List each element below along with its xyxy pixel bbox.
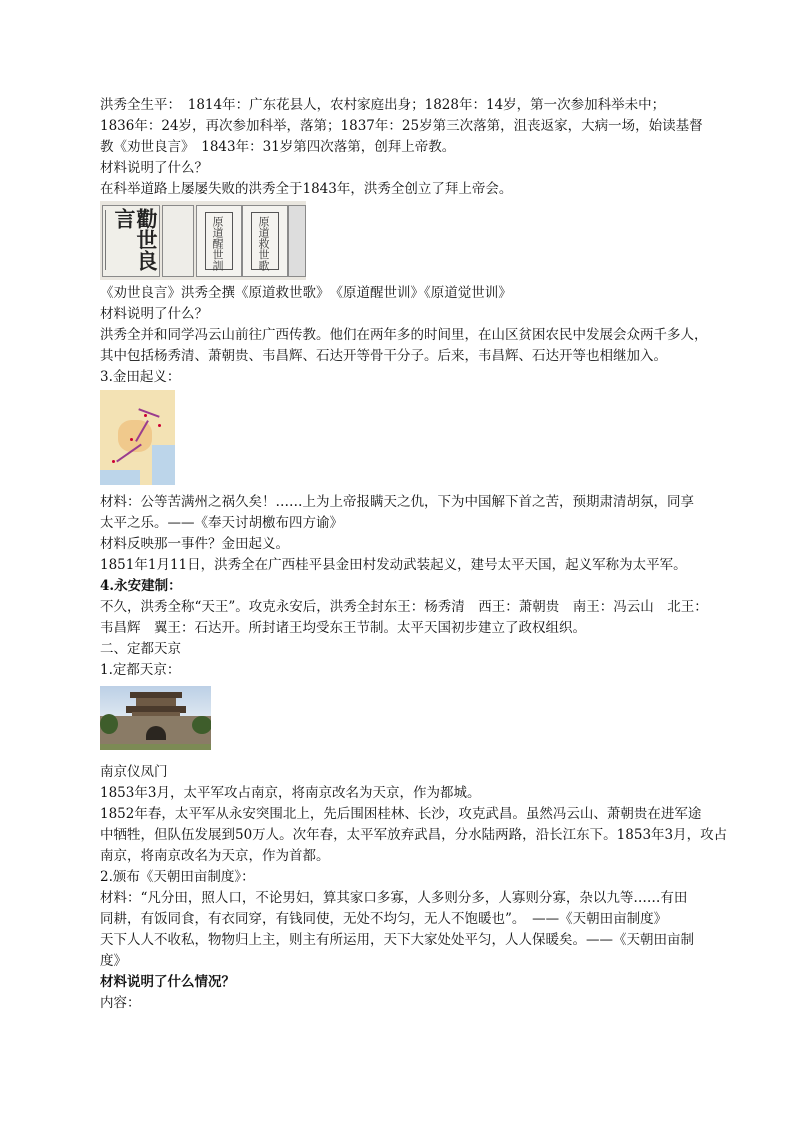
nanjing-yifeng-gate-image [100, 686, 211, 750]
text-line: 不久，洪秀全称“天王”。攻克永安后，洪秀全封东王：杨秀清 西王：萧朝贵 南王：冯云山 北王： [100, 599, 708, 615]
book-cover [242, 205, 288, 277]
text-line: 其中包括杨秀清、萧朝贵、韦昌辉、石达开等骨干分子。后来，韦昌辉、石达开等也相继加入。 [100, 348, 667, 364]
text-line: 1853年3月，太平军攻占南京，将南京改名为天京，作为都城。 [100, 785, 481, 801]
text-line: 南京，将南京改名为天京，作为首都。 [100, 848, 330, 864]
book-covers-image [100, 201, 306, 280]
text-line: 洪秀全并和同学冯云山前往广西传教。他们在两年多的时间里，在山区贫困农民中发展会众两千多人， [100, 327, 708, 343]
book-cover-title: 勸世良言 [112, 208, 159, 271]
section-heading: 2.颁布《天朝田亩制度》： [100, 869, 255, 885]
caption-line: 南京仪凤门 [100, 764, 168, 780]
text-line: 中牺牲，但队伍发展到50万人。次年春，太平军放弃武昌，分水陆两路，沿长江东下。1853年3月，攻占 [100, 827, 728, 843]
quote-line: 天下人人不收私，物物归上主，则主有所运用，天下大家处处平匀，人人保暖矣。——《天朝田亩制 [100, 932, 694, 948]
caption-line: 《劝世良言》洪秀全撰《原道救世歌》 《原道醒世训》《原道觉世训》 [100, 285, 512, 301]
question-line: 材料说明了什么？ [100, 306, 208, 322]
book-cover [196, 205, 242, 277]
question-line: 材料说明了什么情况？ [100, 974, 235, 990]
quote-line: 材料：“凡分田，照人口，不论男妇，算其家口多寡，人多则分多，人寡则分寡，杂以九等……有田 [100, 890, 688, 906]
quote-line: 太平之乐。——《奉天讨胡檄布四方谕》 [100, 515, 343, 531]
text-line: 1852年春，太平军从永安突围北上，先后围困桂林、长沙，攻克武昌。虽然冯云山、萧朝贵在进军途 [100, 806, 702, 822]
question-line: 材料说明了什么？ [100, 160, 208, 176]
answer-line: 在科举道路上屡屡失败的洪秀全于1843年，洪秀全创立了拜上帝会。 [100, 181, 513, 197]
chapter-heading: 二、定都天京 [100, 641, 181, 657]
question-line: 材料反映那一事件？金田起义。 [100, 536, 289, 552]
quote-line: 度》 [100, 953, 127, 969]
text-line: 教《劝世良言》 1843年：31岁第四次落第，创拜上帝教。 [100, 139, 456, 155]
text-line: 1851年1月11日，洪秀全在广西桂平县金田村发动武装起义，建号太平天国，起义军称为太平军。 [100, 557, 687, 573]
book-cover [162, 205, 194, 277]
jintian-uprising-map-image [100, 390, 175, 485]
section-heading: 4.永安建制： [100, 578, 182, 594]
text-line: 1836年：24岁，再次参加科举，落第；1837年：25岁第三次落第，沮丧返家，大病一场，始读基督 [100, 118, 703, 134]
section-heading: 1.定都天京： [100, 662, 181, 678]
quote-line: 同耕，有饭同食，有衣同穿，有钱同使，无处不均匀，无人不饱暖也”。 ——《天朝田亩制度》 [100, 911, 668, 927]
book-cover-title: 原道醒世訓 [211, 216, 224, 271]
section-heading: 3.金田起义： [100, 369, 181, 385]
book-cover-title: 原道救世歌 [257, 216, 270, 271]
book-cover [102, 205, 160, 277]
text-line: 韦昌辉 翼王：石达开。所封诸王均受东王节制。太平天国初步建立了政权组织。 [100, 620, 586, 636]
content-label: 内容： [100, 995, 141, 1011]
quote-line: 材料：公等苦满州之祸久矣！……上为上帝报瞒天之仇，下为中国解下首之苦，预期肃清胡氛，同享 [100, 494, 694, 510]
text-line: 洪秀全生平： 1814年：广东花县人，农村家庭出身；1828年：14岁，第一次参加科举未中； [100, 97, 666, 113]
book-cover [288, 205, 306, 277]
